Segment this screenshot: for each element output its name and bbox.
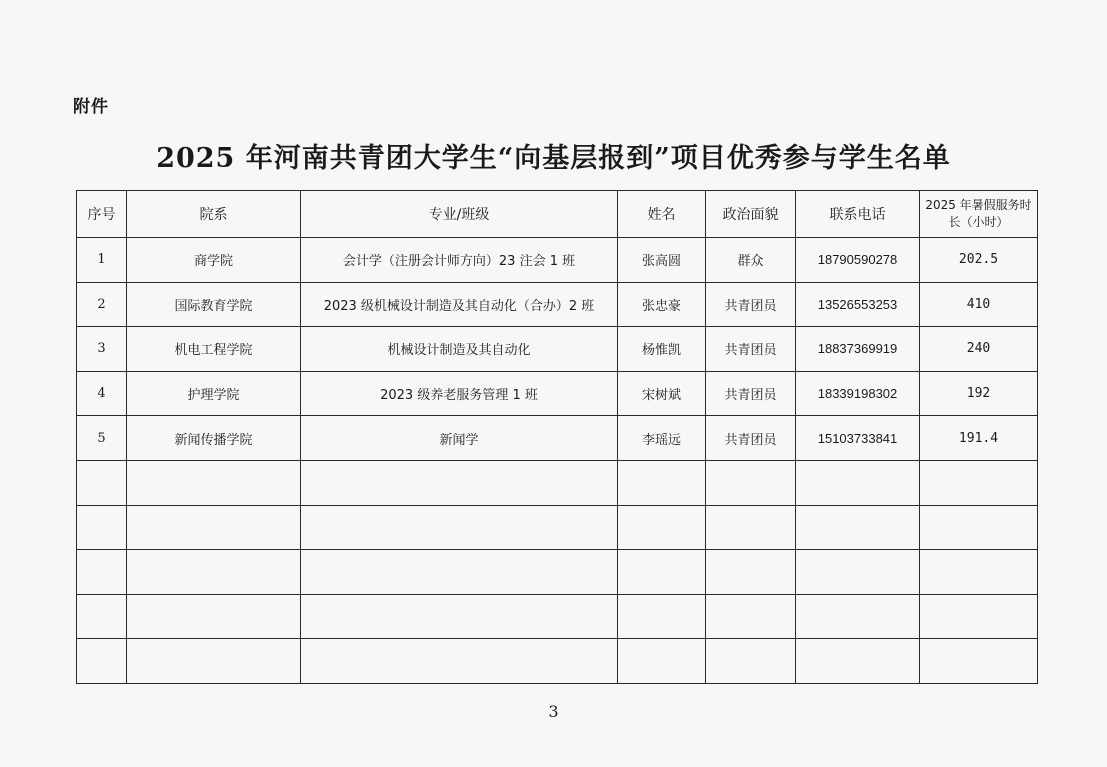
empty-cell [796,639,920,684]
table-row [77,327,1038,372]
cell-phone: 18339198302 [796,371,920,416]
cell-hours: 240 [920,327,1038,372]
empty-cell [127,505,301,550]
header-name: 姓名 [618,191,706,238]
header-political: 政治面貌 [706,191,796,238]
student-list-table [76,190,1038,684]
empty-cell [127,594,301,639]
empty-table-row [77,505,1038,550]
cell-seq: 3 [77,327,127,372]
cell-hours: 410 [920,282,1038,327]
cell-political: 共青团员 [706,327,796,372]
cell-major: 2023 级机械设计制造及其自动化（合办）2 班 [301,282,618,327]
empty-cell [920,505,1038,550]
cell-seq: 1 [77,238,127,283]
empty-table-row [77,460,1038,505]
empty-cell [301,460,618,505]
empty-cell [301,639,618,684]
empty-cell [77,639,127,684]
empty-cell [618,594,706,639]
cell-college: 国际教育学院 [127,282,301,327]
empty-cell [127,639,301,684]
attachment-label: 附件 [73,97,109,117]
cell-phone: 15103733841 [796,416,920,461]
table-header-row [77,191,1038,238]
empty-cell [127,460,301,505]
cell-major: 2023 级养老服务管理 1 班 [301,371,618,416]
empty-cell [77,594,127,639]
cell-college: 新闻传播学院 [127,416,301,461]
empty-cell [301,505,618,550]
empty-cell [77,550,127,595]
header-phone: 联系电话 [796,191,920,238]
empty-cell [77,460,127,505]
empty-table-row [77,550,1038,595]
cell-hours: 202.5 [920,238,1038,283]
table-row [77,371,1038,416]
cell-college: 商学院 [127,238,301,283]
cell-phone: 18837369919 [796,327,920,372]
cell-hours: 192 [920,371,1038,416]
cell-college: 护理学院 [127,371,301,416]
empty-cell [706,594,796,639]
header-college: 院系 [127,191,301,238]
empty-cell [796,550,920,595]
table-row [77,238,1038,283]
cell-name: 张忠豪 [618,282,706,327]
header-hours: 2025 年暑假服务时长（小时） [920,191,1038,238]
cell-political: 共青团员 [706,416,796,461]
table-row [77,282,1038,327]
cell-major: 会计学（注册会计师方向）23 注会 1 班 [301,238,618,283]
empty-cell [920,594,1038,639]
cell-major: 新闻学 [301,416,618,461]
empty-cell [920,460,1038,505]
empty-cell [77,505,127,550]
cell-major: 机械设计制造及其自动化 [301,327,618,372]
empty-table-row [77,639,1038,684]
empty-cell [706,639,796,684]
empty-cell [301,594,618,639]
cell-college: 机电工程学院 [127,327,301,372]
empty-cell [796,460,920,505]
empty-cell [796,505,920,550]
empty-cell [127,550,301,595]
empty-cell [706,550,796,595]
cell-political: 共青团员 [706,282,796,327]
empty-cell [920,550,1038,595]
cell-seq: 2 [77,282,127,327]
header-seq: 序号 [77,191,127,238]
document-title: 2025 年河南共青团大学生“向基层报到”项目优秀参与学生名单 [156,143,951,174]
cell-phone: 13526553253 [796,282,920,327]
cell-name: 张高圆 [618,238,706,283]
empty-cell [618,460,706,505]
empty-cell [796,594,920,639]
table-body [77,238,1038,684]
empty-cell [618,505,706,550]
cell-name: 杨惟凯 [618,327,706,372]
cell-political: 群众 [706,238,796,283]
empty-cell [618,639,706,684]
empty-table-row [77,594,1038,639]
cell-seq: 5 [77,416,127,461]
header-major: 专业/班级 [301,191,618,238]
empty-cell [618,550,706,595]
empty-cell [920,639,1038,684]
cell-seq: 4 [77,371,127,416]
table-row [77,416,1038,461]
empty-cell [301,550,618,595]
cell-name: 宋树斌 [618,371,706,416]
empty-cell [706,460,796,505]
cell-name: 李瑶远 [618,416,706,461]
cell-hours: 191.4 [920,416,1038,461]
page-number: 3 [548,702,559,721]
cell-phone: 18790590278 [796,238,920,283]
cell-political: 共青团员 [706,371,796,416]
empty-cell [706,505,796,550]
